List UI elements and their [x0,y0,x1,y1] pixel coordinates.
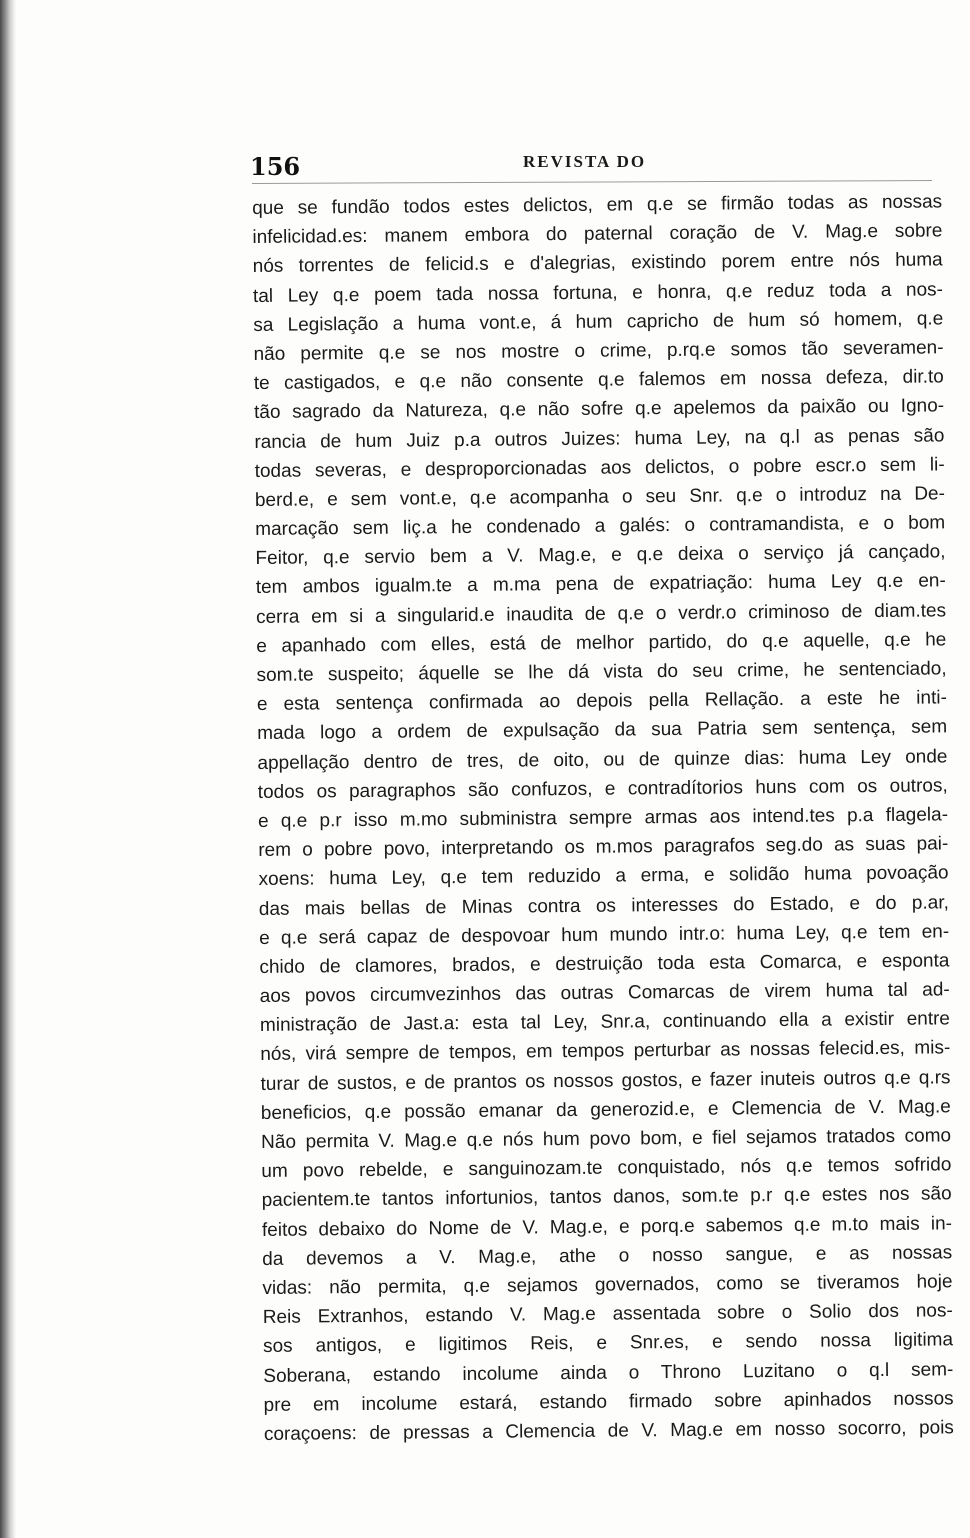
text-line: tão sagrado da Natureza, q.e não sofre q.e apelemos da paixão ou Igno- [253,395,945,424]
text-line: xoens: huma Ley, q.e tem reduzido a erma, e solidão huma povoação [258,862,949,891]
text-line: Não permita V. Mag.e q.e nós hum povo bom, e fiel sejamos tratados como [261,1125,952,1153]
text-line: rem o pobre povo, interpretando os m.mos paragrafos seg.do as suas pai- [258,833,949,862]
text-line: pacientem.te tantos infortunios, tantos danos, som.te p.r q.e estes nos são [261,1183,952,1212]
text-line: e esta sentença confirmada ao depois pella Rellação. a este he inti- [256,687,947,716]
text-line: aos povos circumvezinhos das outras Comarcas de virem huma tal ad- [259,979,950,1008]
text-line: ministração de Jast.a: esta tal Ley, Snr.a, continuando ella a existir entre [259,1008,951,1037]
text-line: mada logo a ordem de expulsação da sua Patria sem sentença, sem [257,716,948,745]
text-line: que se fundão todos estes delictos, em q.e se firmão todas as nossas [252,191,943,219]
text-line: sos antigos, e ligitimos Reis, e Snr.es, e sendo nossa ligitima [262,1329,954,1358]
text-line: berd.e, e sem vont.e, q.e acompanha o seu Snr. q.e o introduz na De- [254,483,946,511]
text-line: da devemos a V. Mag.e, athe o nosso sangue, e as nossas [262,1242,953,1270]
text-line: vidas: não permita, q.e sejamos governados, como se tiveramos hoje [262,1271,953,1299]
text-line: som.te suspeito; áquelle se lhe dá vista do seu crime, he sentenciado, [256,658,947,686]
text-line: todas severas, e desproporcionadas aos delictos, o pobre escr.o sem li- [254,454,945,482]
text-line: nós, virá sempre de tempos, em tempos perturbar as nossas felecid.es, mis- [260,1037,951,1066]
text-line: e q.e será capaz de despovoar hum mundo intr.o: huma Ley, q.e tem en- [259,921,950,949]
text-line: nós torrentes de felicid.s e d'alegrias, existindo porem entre nós huma [252,249,943,278]
text-line: não permite q.e se nos mostre o crime, p.rq.e somos tão severamen- [253,337,944,365]
text-line: Feitor, q.e servio bem a V. Mag.e, e q.e deixa o serviço já cançado, [255,541,946,570]
text-line: tal Ley q.e poem tada nossa fortuna, e honra, q.e reduz toda a nos- [252,278,944,307]
text-line: Reis Extranhos, estando V. Mag.e assentada sobre o Solio dos nos- [262,1300,953,1329]
text-line: chido de clamores, brados, e destruição toda esta Comarca, e esponta [259,950,950,978]
text-line: e q.e p.r isso m.mo subministra sempre armas aos intend.tes p.a flagela- [257,804,949,832]
book-binding-edge [0,0,16,1538]
text-line: marcação sem liç.a he condenado a galés: o contramandista, e o bom [255,512,946,541]
text-line: te castigados, e q.e não consente q.e falemos em nossa defeza, dir.to [253,366,944,395]
text-line: rancia de hum Juiz p.a outros Juizes: huma Ley, na q.l as penas são [254,424,945,453]
body-text [252,187,954,1449]
text-line: um povo rebelde, e sanguinozam.te conquistado, nós q.e temos sofrido [261,1154,952,1183]
text-line: sa Legislação a huma vont.e, á hum capricho de hum só homem, q.e [253,308,944,336]
text-line: feitos debaixo do Nome de V. Mag.e, e porq.e sabemos q.e m.to mais in- [261,1212,953,1241]
running-head: REVISTA DO [523,152,647,171]
page-number: 156 [250,152,301,181]
text-line: beneficios, q.e possão emanar da generozid.e, e Clemencia de V. Mag.e [260,1096,951,1124]
text-line: coraçoens: de pressas a Clemencia de V. Mag.e em nosso socorro, pois [263,1417,954,1445]
text-line: todos os paragraphos são confuzos, e contradítorios huns com os outros, [257,775,948,803]
text-line: appellação dentro de tres, de oito, ou de quinze dias: huma Ley onde [257,745,948,774]
text-line: e apanhado com elles, está de melhor partido, do q.e aquelle, q.e he [256,629,947,657]
text-line: cerra em si a singularid.e inaudita de q.e o verdr.o criminoso de diam.tes [255,599,947,628]
text-line: tem ambos igualm.te a m.ma pena de expatriação: huma Ley q.e en- [255,570,946,599]
text-line: pre em incolume estará, estando firmado sobre apinhados nossos [263,1388,954,1416]
text-line: Soberana, estando incolume ainda o Throno Luzitano o q.l sem- [263,1358,954,1387]
text-line: infelicidad.es: manem embora do paternal coração de V. Mag.e sobre [252,220,943,249]
text-line: das mais bellas de Minas contra os interesses do Estado, e do p.ar, [258,891,949,920]
text-line: turar de sustos, e de prantos os nossos gostos, e fazer inuteis outros q.e q.rs [260,1066,951,1095]
